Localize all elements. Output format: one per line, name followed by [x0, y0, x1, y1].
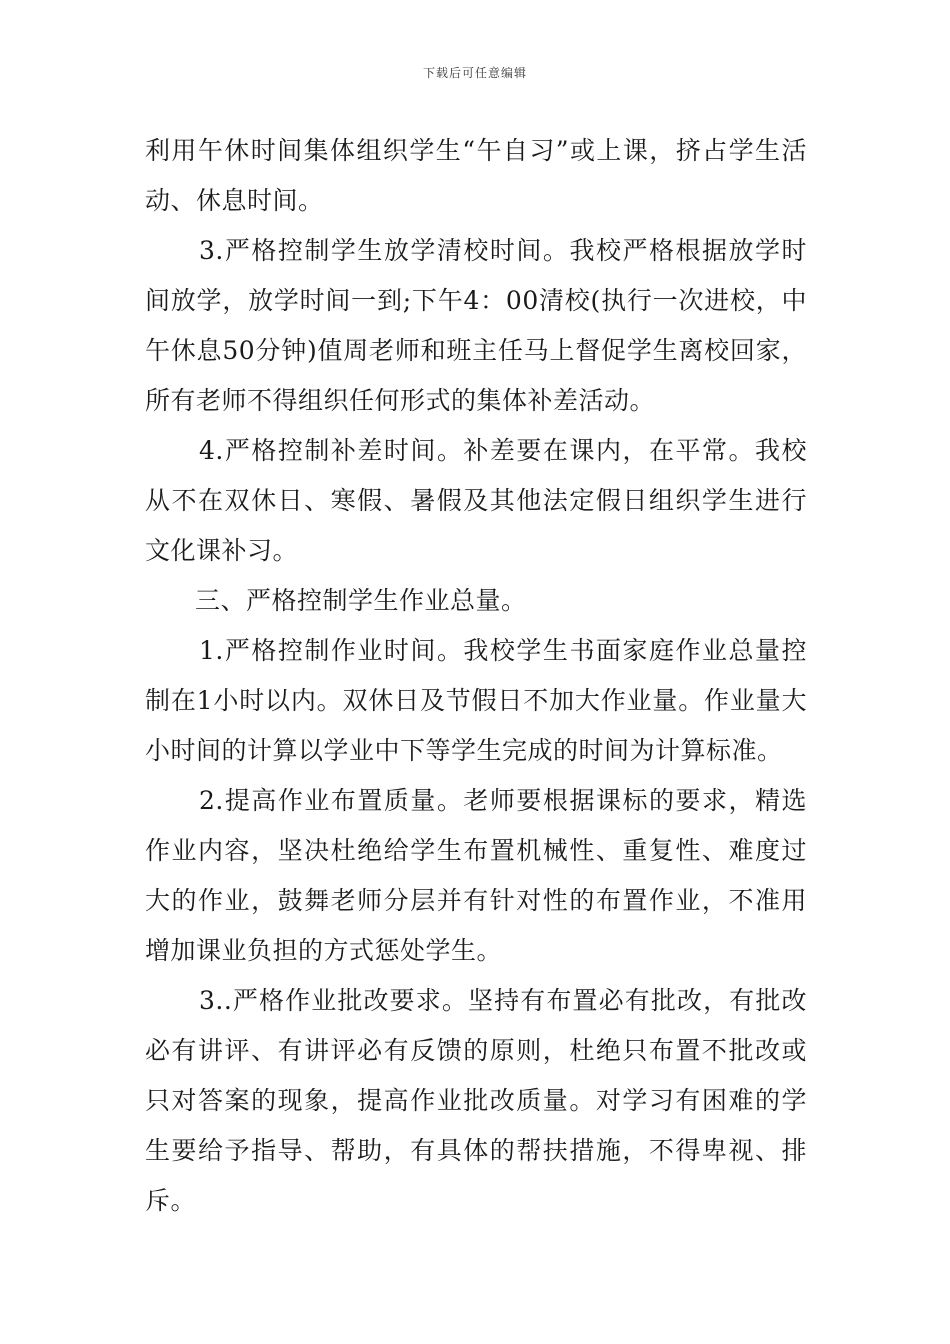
- section-heading-homework: 三、严格控制学生作业总量。: [195, 586, 527, 615]
- paragraph-remedial-time: 4.严格控制补差时间。补差要在课内，在平常。我校从不在双休日、寒假、暑假及其他法定假日组织学生进行文化课补习。: [145, 436, 807, 565]
- header-note: 下载后可任意编辑: [422, 66, 527, 80]
- document-body: [145, 126, 807, 1226]
- paragraph-homework-grading: 3..严格作业批改要求。坚持有布置必有批改，有批改必有讲评、有讲评必有反馈的原则，杜绝只布置不批改或只对答案的现象，提高作业批改质量。对学习有困难的学生要给予指导、帮助，有具体的帮扶措施，不得卑视、排斥。: [145, 986, 807, 1215]
- paragraph-dismissal-time: 3.严格控制学生放学清校时间。我校严格根据放学时间放学，放学时间一到;下午4：00清校(执行一次进校，中午休息50分钟)值周老师和班主任马上督促学生离校回家，所有老师不得组织任何形式的集体补差活动。: [145, 236, 807, 415]
- paragraph-lunch-time: 利用午休时间集体组织学生“午自习”或上课，挤占学生活动、休息时间。: [145, 136, 807, 215]
- paragraph-homework-quality: 2.提高作业布置质量。老师要根据课标的要求，精选作业内容，坚决杜绝给学生布置机械性、重复性、难度过大的作业，鼓舞老师分层并有针对性的布置作业，不准用增加课业负担的方式惩处学生。: [145, 786, 807, 965]
- paragraph-homework-time: 1.严格控制作业时间。我校学生书面家庭作业总量控制在1小时以内。双休日及节假日不加大作业量。作业量大小时间的计算以学业中下等学生完成的时间为计算标准。: [145, 636, 807, 765]
